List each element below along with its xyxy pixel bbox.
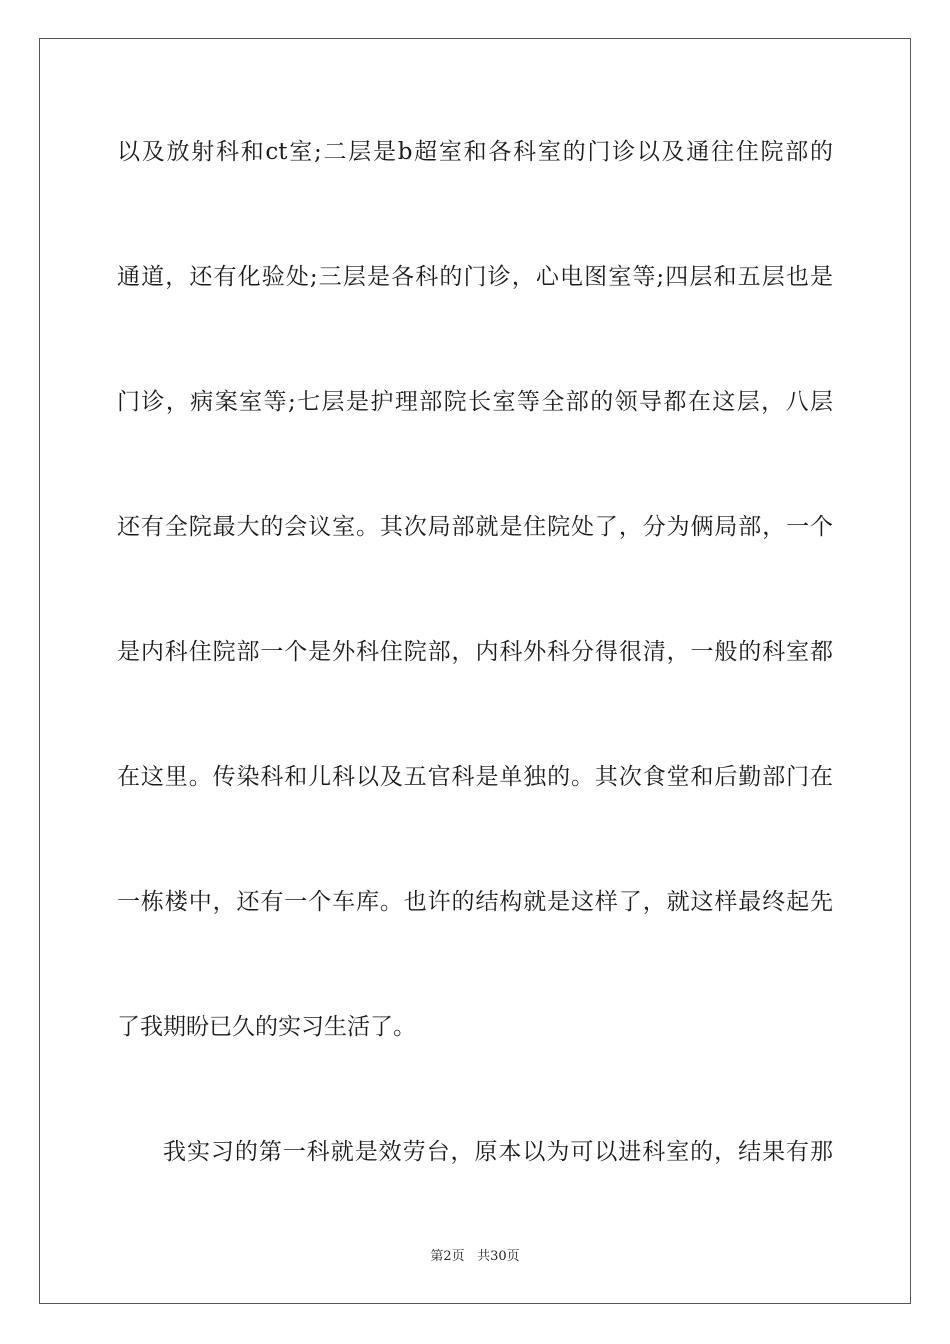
body-text-line: 一栋楼中，还有一个车库。也许的结构就是这样了，就这样最终起先 [117,889,833,915]
body-text-line: 通道，还有化验处;三层是各科的门诊，心电图室等;四层和五层也是 [117,264,833,290]
page-number: 第2页 [430,1249,465,1264]
body-text-line: 以及放射科和ct室;二层是b超室和各科室的门诊以及通往住院部的 [117,139,833,165]
body-text-line: 是内科住院部一个是外科住院部，内科外科分得很清，一般的科室都 [117,639,833,665]
body-text-line: 门诊，病案室等;七层是护理部院长室等全部的领导都在这层，八层 [117,389,833,415]
body-text-line: 在这里。传染科和儿科以及五官科是单独的。其次食堂和后勤部门在 [117,764,833,790]
paragraph-start-line: 我实习的第一科就是效劳台，原本以为可以进科室的，结果有那 [163,1139,833,1165]
page-footer [0,1245,950,1264]
body-text-line: 了我期盼已久的实习生活了。 [117,1014,416,1040]
body-text-line: 还有全院最大的会议室。其次局部就是住院处了，分为俩局部，一个 [117,514,833,540]
page-total: 共30页 [477,1249,520,1264]
page-border [39,38,911,1304]
